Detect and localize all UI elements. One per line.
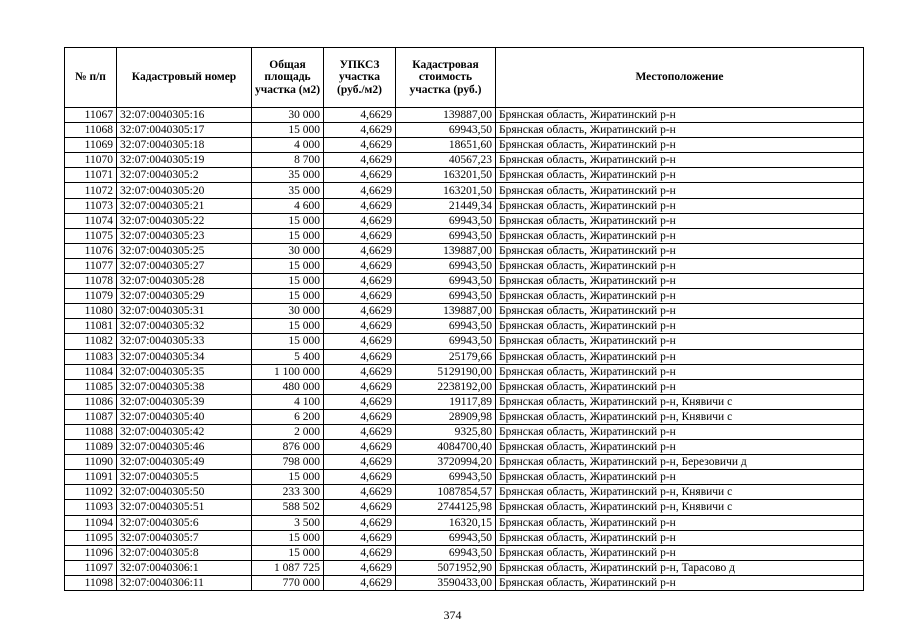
cell-cadastral-value: 69943,50 <box>396 530 496 545</box>
cell-cadastral-number: 32:07:0040305:51 <box>117 500 252 515</box>
cell-area: 480 000 <box>252 379 324 394</box>
cell-cadastral-value: 139887,00 <box>396 304 496 319</box>
cell-area: 770 000 <box>252 575 324 590</box>
cell-cadastral-number: 32:07:0040305:40 <box>117 409 252 424</box>
cell-cadastral-number: 32:07:0040305:8 <box>117 545 252 560</box>
cell-cadastral-number: 32:07:0040305:2 <box>117 168 252 183</box>
cell-cadastral-value: 3720994,20 <box>396 455 496 470</box>
cell-row-number: 11083 <box>65 349 117 364</box>
cell-cadastral-number: 32:07:0040305:7 <box>117 530 252 545</box>
table-row <box>65 515 864 530</box>
cell-upksz: 4,6629 <box>324 349 396 364</box>
table-row <box>65 485 864 500</box>
cell-cadastral-number: 32:07:0040305:6 <box>117 515 252 530</box>
cadastral-table <box>64 47 864 591</box>
cell-cadastral-value: 163201,50 <box>396 183 496 198</box>
cell-row-number: 11069 <box>65 138 117 153</box>
cell-location: Брянская область, Жиратинский р-н <box>496 183 864 198</box>
cell-area: 5 400 <box>252 349 324 364</box>
cell-area: 15 000 <box>252 545 324 560</box>
cell-cadastral-number: 32:07:0040305:38 <box>117 379 252 394</box>
table-row <box>65 334 864 349</box>
cell-cadastral-value: 9325,80 <box>396 424 496 439</box>
cell-cadastral-value: 139887,00 <box>396 108 496 123</box>
cell-location: Брянская область, Жиратинский р-н <box>496 289 864 304</box>
cell-row-number: 11080 <box>65 304 117 319</box>
cell-cadastral-value: 69943,50 <box>396 545 496 560</box>
cell-location: Брянская область, Жиратинский р-н, Княвичи с <box>496 409 864 424</box>
cell-area: 30 000 <box>252 304 324 319</box>
cell-location: Брянская область, Жиратинский р-н <box>496 379 864 394</box>
cell-upksz: 4,6629 <box>324 168 396 183</box>
cell-area: 15 000 <box>252 289 324 304</box>
cell-row-number: 11079 <box>65 289 117 304</box>
cell-upksz: 4,6629 <box>324 183 396 198</box>
cadastral-table-sheet <box>64 47 863 591</box>
cell-area: 6 200 <box>252 409 324 424</box>
table-row <box>65 258 864 273</box>
cell-upksz: 4,6629 <box>324 319 396 334</box>
cell-cadastral-number: 32:07:0040305:35 <box>117 364 252 379</box>
cell-cadastral-number: 32:07:0040305:32 <box>117 319 252 334</box>
cell-location: Брянская область, Жиратинский р-н, Княвичи с <box>496 500 864 515</box>
cell-area: 2 000 <box>252 424 324 439</box>
cell-cadastral-value: 2238192,00 <box>396 379 496 394</box>
cell-row-number: 11068 <box>65 123 117 138</box>
cell-cadastral-number: 32:07:0040305:50 <box>117 485 252 500</box>
cell-cadastral-value: 2744125,98 <box>396 500 496 515</box>
cell-cadastral-value: 19117,89 <box>396 394 496 409</box>
cell-location: Брянская область, Жиратинский р-н <box>496 440 864 455</box>
cell-upksz: 4,6629 <box>324 394 396 409</box>
cell-cadastral-value: 69943,50 <box>396 319 496 334</box>
cell-location: Брянская область, Жиратинский р-н, Березовичи д <box>496 455 864 470</box>
cell-location: Брянская область, Жиратинский р-н <box>496 258 864 273</box>
cell-cadastral-number: 32:07:0040305:23 <box>117 228 252 243</box>
table-row <box>65 138 864 153</box>
cell-row-number: 11087 <box>65 409 117 424</box>
cell-area: 8 700 <box>252 153 324 168</box>
cell-cadastral-value: 69943,50 <box>396 123 496 138</box>
cell-upksz: 4,6629 <box>324 153 396 168</box>
cell-area: 15 000 <box>252 319 324 334</box>
cell-location: Брянская область, Жиратинский р-н <box>496 424 864 439</box>
table-row <box>65 319 864 334</box>
cell-area: 30 000 <box>252 108 324 123</box>
table-header-row <box>65 48 864 108</box>
table-row <box>65 545 864 560</box>
table-row <box>65 349 864 364</box>
cell-upksz: 4,6629 <box>324 123 396 138</box>
cell-area: 30 000 <box>252 243 324 258</box>
cell-cadastral-number: 32:07:0040305:25 <box>117 243 252 258</box>
cell-location: Брянская область, Жиратинский р-н <box>496 274 864 289</box>
cell-location: Брянская область, Жиратинский р-н <box>496 545 864 560</box>
cell-location: Брянская область, Жиратинский р-н <box>496 198 864 213</box>
cell-upksz: 4,6629 <box>324 274 396 289</box>
cell-row-number: 11082 <box>65 334 117 349</box>
cell-area: 3 500 <box>252 515 324 530</box>
table-row <box>65 440 864 455</box>
cell-upksz: 4,6629 <box>324 409 396 424</box>
cell-row-number: 11093 <box>65 500 117 515</box>
cell-location: Брянская область, Жиратинский р-н <box>496 168 864 183</box>
cell-location: Брянская область, Жиратинский р-н <box>496 108 864 123</box>
cell-location: Брянская область, Жиратинский р-н <box>496 575 864 590</box>
cell-area: 1 087 725 <box>252 560 324 575</box>
cell-row-number: 11076 <box>65 243 117 258</box>
cell-location: Брянская область, Жиратинский р-н <box>496 319 864 334</box>
cell-area: 1 100 000 <box>252 364 324 379</box>
header-no: № п/п <box>65 48 117 108</box>
header-upksz: УПКСЗ участка (руб./м2) <box>324 48 396 108</box>
cell-upksz: 4,6629 <box>324 575 396 590</box>
cell-cadastral-value: 69943,50 <box>396 274 496 289</box>
cell-cadastral-value: 69943,50 <box>396 228 496 243</box>
cell-upksz: 4,6629 <box>324 364 396 379</box>
cell-location: Брянская область, Жиратинский р-н <box>496 349 864 364</box>
cell-area: 4 600 <box>252 198 324 213</box>
table-row <box>65 108 864 123</box>
table-row <box>65 153 864 168</box>
cell-location: Брянская область, Жиратинский р-н <box>496 515 864 530</box>
table-row <box>65 364 864 379</box>
cell-row-number: 11091 <box>65 470 117 485</box>
cell-cadastral-value: 5071952,90 <box>396 560 496 575</box>
cell-area: 15 000 <box>252 470 324 485</box>
cell-upksz: 4,6629 <box>324 289 396 304</box>
cell-cadastral-value: 69943,50 <box>396 258 496 273</box>
table-row <box>65 289 864 304</box>
cell-upksz: 4,6629 <box>324 379 396 394</box>
table-row <box>65 243 864 258</box>
cell-cadastral-number: 32:07:0040305:42 <box>117 424 252 439</box>
table-row <box>65 123 864 138</box>
cell-location: Брянская область, Жиратинский р-н <box>496 530 864 545</box>
cell-upksz: 4,6629 <box>324 304 396 319</box>
cell-cadastral-number: 32:07:0040306:11 <box>117 575 252 590</box>
cell-area: 15 000 <box>252 228 324 243</box>
cell-cadastral-number: 32:07:0040305:49 <box>117 455 252 470</box>
cell-cadastral-number: 32:07:0040305:33 <box>117 334 252 349</box>
table-row <box>65 168 864 183</box>
cell-cadastral-value: 5129190,00 <box>396 364 496 379</box>
cell-location: Брянская область, Жиратинский р-н <box>496 470 864 485</box>
cell-cadastral-value: 25179,66 <box>396 349 496 364</box>
cell-row-number: 11075 <box>65 228 117 243</box>
table-row <box>65 198 864 213</box>
cell-cadastral-number: 32:07:0040305:19 <box>117 153 252 168</box>
cell-area: 876 000 <box>252 440 324 455</box>
cell-cadastral-number: 32:07:0040305:46 <box>117 440 252 455</box>
cell-cadastral-value: 69943,50 <box>396 470 496 485</box>
cell-cadastral-value: 21449,34 <box>396 198 496 213</box>
cell-cadastral-number: 32:07:0040305:18 <box>117 138 252 153</box>
cell-cadastral-value: 139887,00 <box>396 243 496 258</box>
cell-area: 15 000 <box>252 213 324 228</box>
header-cadastral-value: Кадастровая стоимость участка (руб.) <box>396 48 496 108</box>
cell-upksz: 4,6629 <box>324 530 396 545</box>
cell-upksz: 4,6629 <box>324 334 396 349</box>
cell-location: Брянская область, Жиратинский р-н <box>496 123 864 138</box>
cell-cadastral-number: 32:07:0040305:17 <box>117 123 252 138</box>
cell-upksz: 4,6629 <box>324 213 396 228</box>
cell-upksz: 4,6629 <box>324 455 396 470</box>
cell-cadastral-value: 3590433,00 <box>396 575 496 590</box>
cell-cadastral-number: 32:07:0040305:16 <box>117 108 252 123</box>
cell-row-number: 11097 <box>65 560 117 575</box>
cell-cadastral-number: 32:07:0040306:1 <box>117 560 252 575</box>
cell-row-number: 11077 <box>65 258 117 273</box>
cell-cadastral-number: 32:07:0040305:22 <box>117 213 252 228</box>
table-row <box>65 183 864 198</box>
cell-area: 4 000 <box>252 138 324 153</box>
cell-area: 15 000 <box>252 334 324 349</box>
cell-upksz: 4,6629 <box>324 440 396 455</box>
table-body <box>65 108 864 591</box>
cell-location: Брянская область, Жиратинский р-н, Княвичи с <box>496 485 864 500</box>
cell-area: 4 100 <box>252 394 324 409</box>
cell-location: Брянская область, Жиратинский р-н, Тарасово д <box>496 560 864 575</box>
cell-upksz: 4,6629 <box>324 243 396 258</box>
cell-location: Брянская область, Жиратинский р-н <box>496 213 864 228</box>
cell-row-number: 11078 <box>65 274 117 289</box>
table-row <box>65 560 864 575</box>
cell-cadastral-value: 16320,15 <box>396 515 496 530</box>
cell-upksz: 4,6629 <box>324 485 396 500</box>
cell-row-number: 11098 <box>65 575 117 590</box>
cell-upksz: 4,6629 <box>324 424 396 439</box>
cell-location: Брянская область, Жиратинский р-н <box>496 153 864 168</box>
cell-row-number: 11092 <box>65 485 117 500</box>
cell-row-number: 11071 <box>65 168 117 183</box>
cell-cadastral-value: 1087854,57 <box>396 485 496 500</box>
cell-upksz: 4,6629 <box>324 258 396 273</box>
cell-area: 588 502 <box>252 500 324 515</box>
table-row <box>65 379 864 394</box>
cell-cadastral-number: 32:07:0040305:28 <box>117 274 252 289</box>
cell-area: 15 000 <box>252 123 324 138</box>
cell-upksz: 4,6629 <box>324 138 396 153</box>
cell-cadastral-value: 69943,50 <box>396 334 496 349</box>
cell-row-number: 11067 <box>65 108 117 123</box>
table-row <box>65 575 864 590</box>
cell-location: Брянская область, Жиратинский р-н, Княвичи с <box>496 394 864 409</box>
cell-cadastral-value: 163201,50 <box>396 168 496 183</box>
table-row <box>65 409 864 424</box>
cell-upksz: 4,6629 <box>324 515 396 530</box>
cell-area: 233 300 <box>252 485 324 500</box>
cell-upksz: 4,6629 <box>324 470 396 485</box>
cell-cadastral-number: 32:07:0040305:5 <box>117 470 252 485</box>
cell-upksz: 4,6629 <box>324 228 396 243</box>
cell-location: Брянская область, Жиратинский р-н <box>496 228 864 243</box>
cell-cadastral-number: 32:07:0040305:39 <box>117 394 252 409</box>
cell-location: Брянская область, Жиратинский р-н <box>496 334 864 349</box>
cell-area: 15 000 <box>252 530 324 545</box>
cell-row-number: 11074 <box>65 213 117 228</box>
table-row <box>65 213 864 228</box>
cell-area: 798 000 <box>252 455 324 470</box>
cell-location: Брянская область, Жиратинский р-н <box>496 364 864 379</box>
cell-row-number: 11088 <box>65 424 117 439</box>
cell-row-number: 11073 <box>65 198 117 213</box>
cell-row-number: 11081 <box>65 319 117 334</box>
cell-row-number: 11096 <box>65 545 117 560</box>
table-row <box>65 500 864 515</box>
cell-area: 35 000 <box>252 168 324 183</box>
table-row <box>65 274 864 289</box>
cell-cadastral-value: 40567,23 <box>396 153 496 168</box>
table-row <box>65 228 864 243</box>
table-row <box>65 304 864 319</box>
cell-location: Брянская область, Жиратинский р-н <box>496 138 864 153</box>
table-row <box>65 530 864 545</box>
cell-row-number: 11094 <box>65 515 117 530</box>
table-row <box>65 455 864 470</box>
cell-row-number: 11085 <box>65 379 117 394</box>
cell-area: 15 000 <box>252 274 324 289</box>
cell-row-number: 11095 <box>65 530 117 545</box>
cell-row-number: 11086 <box>65 394 117 409</box>
cell-upksz: 4,6629 <box>324 560 396 575</box>
cell-row-number: 11070 <box>65 153 117 168</box>
cell-area: 15 000 <box>252 258 324 273</box>
cell-cadastral-number: 32:07:0040305:31 <box>117 304 252 319</box>
cell-cadastral-number: 32:07:0040305:29 <box>117 289 252 304</box>
cell-location: Брянская область, Жиратинский р-н <box>496 304 864 319</box>
page-number: 374 <box>443 608 462 622</box>
cell-cadastral-value: 69943,50 <box>396 289 496 304</box>
cell-cadastral-number: 32:07:0040305:20 <box>117 183 252 198</box>
cell-upksz: 4,6629 <box>324 108 396 123</box>
cell-row-number: 11089 <box>65 440 117 455</box>
cell-row-number: 11090 <box>65 455 117 470</box>
header-area: Общая площадь участка (м2) <box>252 48 324 108</box>
cell-cadastral-number: 32:07:0040305:27 <box>117 258 252 273</box>
cell-upksz: 4,6629 <box>324 500 396 515</box>
cell-upksz: 4,6629 <box>324 198 396 213</box>
cell-row-number: 11084 <box>65 364 117 379</box>
header-location: Местоположение <box>496 48 864 108</box>
cell-cadastral-value: 4084700,40 <box>396 440 496 455</box>
table-row <box>65 394 864 409</box>
cell-cadastral-number: 32:07:0040305:21 <box>117 198 252 213</box>
table-row <box>65 470 864 485</box>
cell-area: 35 000 <box>252 183 324 198</box>
cell-upksz: 4,6629 <box>324 545 396 560</box>
cell-cadastral-value: 69943,50 <box>396 213 496 228</box>
cell-location: Брянская область, Жиратинский р-н <box>496 243 864 258</box>
header-cadastral-number: Кадастровый номер <box>117 48 252 108</box>
cell-row-number: 11072 <box>65 183 117 198</box>
cell-cadastral-number: 32:07:0040305:34 <box>117 349 252 364</box>
table-row <box>65 424 864 439</box>
cell-cadastral-value: 18651,60 <box>396 138 496 153</box>
cell-cadastral-value: 28909,98 <box>396 409 496 424</box>
